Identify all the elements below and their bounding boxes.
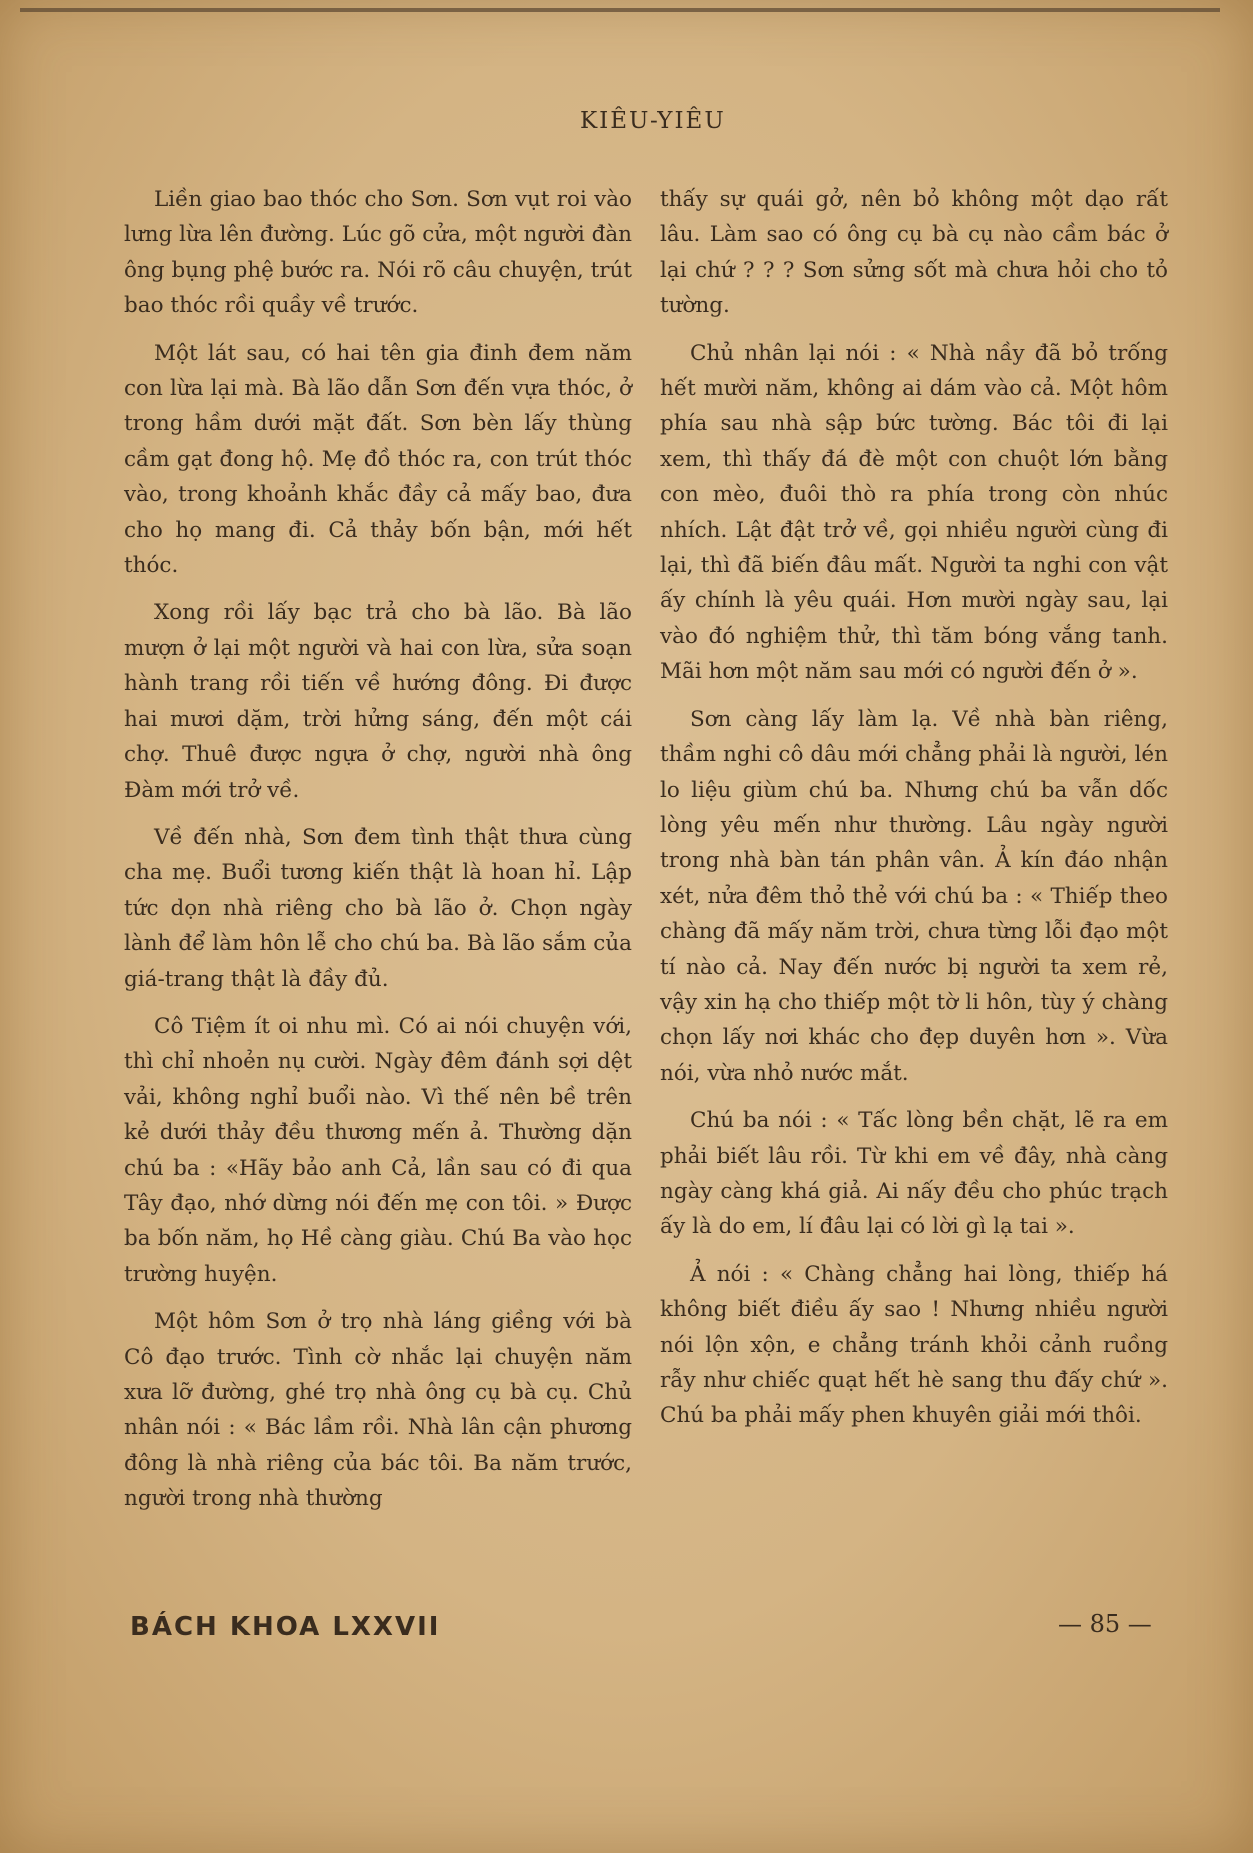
paragraph: Một lát sau, có hai tên gia đinh đem năm con lừa lại mà. Bà lão dẫn Sơn đến vựa thóc, ở trong hầm dưới mặt đất. Sơn bèn lấy thùng cầm gạt đong hộ. Mẹ đồ thóc ra, con trút thóc vào, trong khoảnh khắc đầy cả mấy bao, đưa cho họ mang đi. Cả thảy bốn bận, mới hết thóc.	[124, 340, 632, 579]
paragraph: Về đến nhà, Sơn đem tình thật thưa cùng cha mẹ. Buổi tương kiến thật là hoan hỉ. Lập tức dọn nhà riêng cho bà lão ở. Chọn ngày lành để làm hôn lễ cho chú ba. Bà lão sắm của giá-trang thật là đầy đủ.	[124, 824, 632, 992]
paragraph: Cô Tiệm ít oi nhu mì. Có ai nói chuyện với, thì chỉ nhoẻn nụ cười. Ngày đêm đánh sợi dệt vải, không nghỉ buổi nào. Vì thế nên bề trên kẻ dưới thảy đều thương mến ả. Thường dặn chú ba : «Hãy bảo anh Cả, lần sau có đi qua Tây đạo, nhớ dừng nói đến mẹ con tôi. » Được ba bốn năm, họ Hề càng giàu. Chú Ba vào học trường huyện.	[124, 1013, 632, 1287]
paragraph: Chú ba nói : « Tấc lòng bền chặt, lẽ ra em phải biết lâu rồi. Từ khi em về đây, nhà càng ngày càng khá giả. Ai nấy đều cho phúc trạch ấy là do em, lí đâu lại có lời gì lạ tai ».	[660, 1108, 1168, 1240]
paragraph: Chủ nhân lại nói : « Nhà nầy đã bỏ trống hết mười năm, không ai dám vào cả. Một hôm phía sau nhà sập bức tường. Bác tôi đi lại xem, thì thấy đá đè một con chuột lớn bằng con mèo, đuôi thò ra phía trong còn nhúc nhích. Lật đật trở về, gọi nhiều người cùng đi lại, thì đã biến đâu mất. Người ta nghi con vật ấy chính là yêu quái. Hơn mười ngày sau, lại vào đó nghiệm thử, thì tăm bóng vắng tanh. Mãi hơn một năm sau mới có người đến ở ».	[660, 340, 1168, 685]
publication-name: BÁCH KHOA LXXVII	[130, 1612, 441, 1642]
page-top-edge	[20, 8, 1220, 12]
paragraph-continued: thấy sự quái gở, nên bỏ không một dạo rất lâu. Làm sao có ông cụ bà cụ nào cầm bác ở lại chứ ? ? ? Sơn sửng sốt mà chưa hỏi cho tỏ tường.	[660, 187, 1168, 319]
left-column	[124, 182, 632, 1529]
page-number: — 85 —	[1058, 1610, 1152, 1638]
paragraph: Xong rồi lấy bạc trả cho bà lão. Bà lão mượn ở lại một người và hai con lừa, sửa soạn hành trang rồi tiến về hướng đông. Đi được hai mươi dặm, trời hửng sáng, đến một cái chợ. Thuê được ngựa ở chợ, người nhà ông Đàm mới trở về.	[124, 600, 632, 803]
paragraph: Liền giao bao thóc cho Sơn. Sơn vụt roi vào lưng lừa lên đường. Lúc gõ cửa, một người đàn ông bụng phệ bước ra. Nói rõ câu chuyện, trút bao thóc rồi quầy về trước.	[124, 187, 632, 319]
running-header: KIÊU-YIÊU	[580, 108, 726, 134]
paragraph: Sơn càng lấy làm lạ. Về nhà bàn riêng, thầm nghi cô dâu mới chẳng phải là người, lén lo liệu giùm chú ba. Nhưng chú ba vẫn dốc lòng yêu mến như thường. Lâu ngày người trong nhà bàn tán phân vân. Ả kín đáo nhận xét, nửa đêm thỏ thẻ với chú ba : « Thiếp theo chàng đã mấy năm trời, chưa từng lỗi đạo một tí nào cả. Nay đến nước bị người ta xem rẻ, vậy xin hạ cho thiếp một tờ li hôn, tùy ý chàng chọn lấy nơi khác cho đẹp duyên hơn ». Vừa nói, vừa nhỏ nước mắt.	[660, 706, 1168, 1086]
paragraph: Một hôm Sơn ở trọ nhà láng giềng với bà Cô đạo trước. Tình cờ nhắc lại chuyện năm xưa lỡ đường, ghé trọ nhà ông cụ bà cụ. Chủ nhân nói : « Bác lầm rồi. Nhà lân cận phương đông là nhà riêng của bác tôi. Ba năm trước, người trong nhà thường	[124, 1309, 632, 1512]
right-column	[660, 182, 1168, 1446]
paragraph: Ả nói : « Chàng chẳng hai lòng, thiếp há không biết điều ấy sao ! Nhưng nhiều người nói lộn xộn, e chẳng tránh khỏi cảnh ruồng rẫy như chiếc quạt hết hè sang thu đấy chứ ». Chú ba phải mấy phen khuyên giải mới thôi.	[660, 1261, 1168, 1429]
